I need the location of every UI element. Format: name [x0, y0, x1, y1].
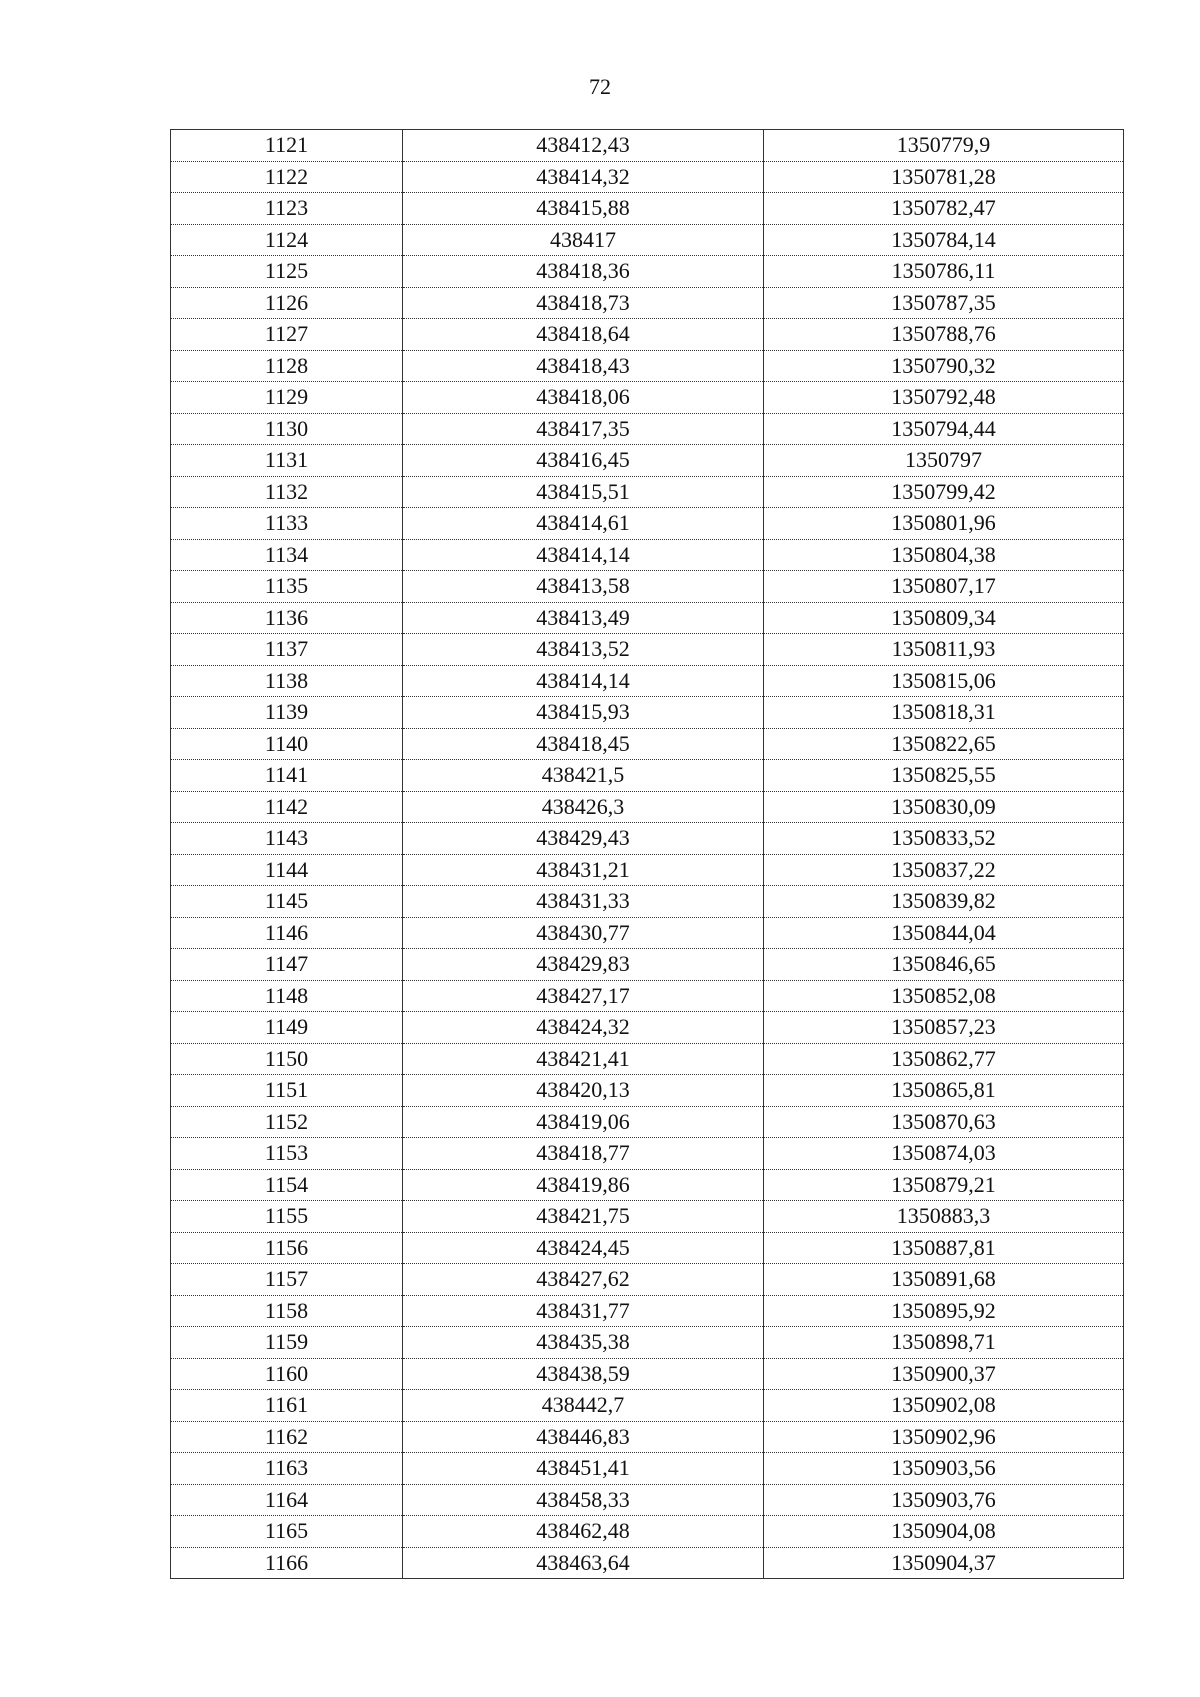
table-row [171, 823, 1124, 855]
table-row [171, 1547, 1124, 1579]
y-coordinate-cell: 1350895,92 [764, 1295, 1124, 1327]
y-coordinate-cell: 1350887,81 [764, 1232, 1124, 1264]
point-number-cell: 1149 [171, 1012, 403, 1044]
table-row [171, 413, 1124, 445]
point-number-cell: 1164 [171, 1484, 403, 1516]
x-coordinate-cell: 438418,36 [403, 256, 764, 288]
x-coordinate-cell: 438415,51 [403, 476, 764, 508]
point-number-cell: 1131 [171, 445, 403, 477]
y-coordinate-cell: 1350792,48 [764, 382, 1124, 414]
table-row [171, 319, 1124, 351]
table-row [171, 1043, 1124, 1075]
table-row [171, 949, 1124, 981]
table-row [171, 602, 1124, 634]
x-coordinate-cell: 438429,43 [403, 823, 764, 855]
point-number-cell: 1141 [171, 760, 403, 792]
point-number-cell: 1165 [171, 1516, 403, 1548]
y-coordinate-cell: 1350807,17 [764, 571, 1124, 603]
x-coordinate-cell: 438417 [403, 224, 764, 256]
x-coordinate-cell: 438427,62 [403, 1264, 764, 1296]
coordinates-table-body [171, 130, 1124, 1579]
x-coordinate-cell: 438421,75 [403, 1201, 764, 1233]
point-number-cell: 1151 [171, 1075, 403, 1107]
table-row [171, 1201, 1124, 1233]
x-coordinate-cell: 438442,7 [403, 1390, 764, 1422]
y-coordinate-cell: 1350804,38 [764, 539, 1124, 571]
x-coordinate-cell: 438414,14 [403, 539, 764, 571]
table-row [171, 445, 1124, 477]
table-row [171, 917, 1124, 949]
y-coordinate-cell: 1350788,76 [764, 319, 1124, 351]
table-row [171, 1232, 1124, 1264]
table-row [171, 287, 1124, 319]
x-coordinate-cell: 438413,58 [403, 571, 764, 603]
point-number-cell: 1145 [171, 886, 403, 918]
table-row [171, 1012, 1124, 1044]
x-coordinate-cell: 438451,41 [403, 1453, 764, 1485]
table-row [171, 1138, 1124, 1170]
y-coordinate-cell: 1350787,35 [764, 287, 1124, 319]
y-coordinate-cell: 1350794,44 [764, 413, 1124, 445]
point-number-cell: 1153 [171, 1138, 403, 1170]
x-coordinate-cell: 438431,77 [403, 1295, 764, 1327]
table-row [171, 350, 1124, 382]
table-row [171, 854, 1124, 886]
point-number-cell: 1159 [171, 1327, 403, 1359]
point-number-cell: 1154 [171, 1169, 403, 1201]
point-number-cell: 1134 [171, 539, 403, 571]
x-coordinate-cell: 438424,45 [403, 1232, 764, 1264]
table-row [171, 193, 1124, 225]
y-coordinate-cell: 1350904,37 [764, 1547, 1124, 1579]
table-row [171, 1106, 1124, 1138]
x-coordinate-cell: 438426,3 [403, 791, 764, 823]
y-coordinate-cell: 1350801,96 [764, 508, 1124, 540]
table-row [171, 382, 1124, 414]
x-coordinate-cell: 438415,93 [403, 697, 764, 729]
table-row [171, 1516, 1124, 1548]
table-row [171, 1075, 1124, 1107]
y-coordinate-cell: 1350874,03 [764, 1138, 1124, 1170]
x-coordinate-cell: 438421,41 [403, 1043, 764, 1075]
y-coordinate-cell: 1350797 [764, 445, 1124, 477]
point-number-cell: 1124 [171, 224, 403, 256]
x-coordinate-cell: 438413,52 [403, 634, 764, 666]
table-row [171, 980, 1124, 1012]
table-row [171, 539, 1124, 571]
point-number-cell: 1122 [171, 161, 403, 193]
y-coordinate-cell: 1350844,04 [764, 917, 1124, 949]
x-coordinate-cell: 438430,77 [403, 917, 764, 949]
x-coordinate-cell: 438421,5 [403, 760, 764, 792]
table-row [171, 508, 1124, 540]
y-coordinate-cell: 1350857,23 [764, 1012, 1124, 1044]
table-row [171, 1421, 1124, 1453]
y-coordinate-cell: 1350818,31 [764, 697, 1124, 729]
y-coordinate-cell: 1350904,08 [764, 1516, 1124, 1548]
y-coordinate-cell: 1350862,77 [764, 1043, 1124, 1075]
y-coordinate-cell: 1350815,06 [764, 665, 1124, 697]
point-number-cell: 1162 [171, 1421, 403, 1453]
x-coordinate-cell: 438415,88 [403, 193, 764, 225]
point-number-cell: 1133 [171, 508, 403, 540]
x-coordinate-cell: 438417,35 [403, 413, 764, 445]
point-number-cell: 1127 [171, 319, 403, 351]
table-row [171, 728, 1124, 760]
x-coordinate-cell: 438438,59 [403, 1358, 764, 1390]
y-coordinate-cell: 1350786,11 [764, 256, 1124, 288]
x-coordinate-cell: 438414,32 [403, 161, 764, 193]
x-coordinate-cell: 438413,49 [403, 602, 764, 634]
table-row [171, 161, 1124, 193]
x-coordinate-cell: 438446,83 [403, 1421, 764, 1453]
table-row [171, 1169, 1124, 1201]
x-coordinate-cell: 438419,06 [403, 1106, 764, 1138]
table-row [171, 1264, 1124, 1296]
x-coordinate-cell: 438418,45 [403, 728, 764, 760]
point-number-cell: 1139 [171, 697, 403, 729]
x-coordinate-cell: 438431,21 [403, 854, 764, 886]
point-number-cell: 1156 [171, 1232, 403, 1264]
y-coordinate-cell: 1350903,76 [764, 1484, 1124, 1516]
coordinates-table [170, 129, 1124, 1579]
y-coordinate-cell: 1350846,65 [764, 949, 1124, 981]
y-coordinate-cell: 1350883,3 [764, 1201, 1124, 1233]
table-row [171, 476, 1124, 508]
point-number-cell: 1135 [171, 571, 403, 603]
x-coordinate-cell: 438418,64 [403, 319, 764, 351]
x-coordinate-cell: 438427,17 [403, 980, 764, 1012]
table-row [171, 634, 1124, 666]
y-coordinate-cell: 1350779,9 [764, 130, 1124, 162]
y-coordinate-cell: 1350799,42 [764, 476, 1124, 508]
point-number-cell: 1158 [171, 1295, 403, 1327]
y-coordinate-cell: 1350811,93 [764, 634, 1124, 666]
point-number-cell: 1136 [171, 602, 403, 634]
y-coordinate-cell: 1350790,32 [764, 350, 1124, 382]
y-coordinate-cell: 1350781,28 [764, 161, 1124, 193]
y-coordinate-cell: 1350782,47 [764, 193, 1124, 225]
page-number: 72 [589, 74, 611, 99]
y-coordinate-cell: 1350903,56 [764, 1453, 1124, 1485]
y-coordinate-cell: 1350865,81 [764, 1075, 1124, 1107]
x-coordinate-cell: 438419,86 [403, 1169, 764, 1201]
table-row [171, 791, 1124, 823]
x-coordinate-cell: 438429,83 [403, 949, 764, 981]
point-number-cell: 1148 [171, 980, 403, 1012]
point-number-cell: 1157 [171, 1264, 403, 1296]
point-number-cell: 1132 [171, 476, 403, 508]
x-coordinate-cell: 438424,32 [403, 1012, 764, 1044]
x-coordinate-cell: 438463,64 [403, 1547, 764, 1579]
y-coordinate-cell: 1350833,52 [764, 823, 1124, 855]
table-row [171, 1390, 1124, 1422]
y-coordinate-cell: 1350837,22 [764, 854, 1124, 886]
y-coordinate-cell: 1350870,63 [764, 1106, 1124, 1138]
table-row [171, 697, 1124, 729]
table-row [171, 256, 1124, 288]
y-coordinate-cell: 1350879,21 [764, 1169, 1124, 1201]
y-coordinate-cell: 1350822,65 [764, 728, 1124, 760]
y-coordinate-cell: 1350852,08 [764, 980, 1124, 1012]
x-coordinate-cell: 438412,43 [403, 130, 764, 162]
x-coordinate-cell: 438414,14 [403, 665, 764, 697]
point-number-cell: 1123 [171, 193, 403, 225]
table-row [171, 1295, 1124, 1327]
y-coordinate-cell: 1350809,34 [764, 602, 1124, 634]
point-number-cell: 1150 [171, 1043, 403, 1075]
y-coordinate-cell: 1350902,08 [764, 1390, 1124, 1422]
y-coordinate-cell: 1350825,55 [764, 760, 1124, 792]
point-number-cell: 1143 [171, 823, 403, 855]
point-number-cell: 1142 [171, 791, 403, 823]
point-number-cell: 1129 [171, 382, 403, 414]
x-coordinate-cell: 438414,61 [403, 508, 764, 540]
x-coordinate-cell: 438431,33 [403, 886, 764, 918]
table-row [171, 665, 1124, 697]
point-number-cell: 1166 [171, 1547, 403, 1579]
point-number-cell: 1140 [171, 728, 403, 760]
y-coordinate-cell: 1350902,96 [764, 1421, 1124, 1453]
point-number-cell: 1125 [171, 256, 403, 288]
table-row [171, 571, 1124, 603]
x-coordinate-cell: 438418,43 [403, 350, 764, 382]
x-coordinate-cell: 438416,45 [403, 445, 764, 477]
x-coordinate-cell: 438418,77 [403, 1138, 764, 1170]
y-coordinate-cell: 1350830,09 [764, 791, 1124, 823]
table-row [171, 1358, 1124, 1390]
point-number-cell: 1144 [171, 854, 403, 886]
x-coordinate-cell: 438420,13 [403, 1075, 764, 1107]
y-coordinate-cell: 1350891,68 [764, 1264, 1124, 1296]
x-coordinate-cell: 438435,38 [403, 1327, 764, 1359]
x-coordinate-cell: 438418,06 [403, 382, 764, 414]
point-number-cell: 1161 [171, 1390, 403, 1422]
point-number-cell: 1121 [171, 130, 403, 162]
table-row [171, 1327, 1124, 1359]
point-number-cell: 1128 [171, 350, 403, 382]
x-coordinate-cell: 438462,48 [403, 1516, 764, 1548]
point-number-cell: 1137 [171, 634, 403, 666]
y-coordinate-cell: 1350784,14 [764, 224, 1124, 256]
table-row [171, 886, 1124, 918]
point-number-cell: 1130 [171, 413, 403, 445]
x-coordinate-cell: 438458,33 [403, 1484, 764, 1516]
point-number-cell: 1160 [171, 1358, 403, 1390]
y-coordinate-cell: 1350900,37 [764, 1358, 1124, 1390]
table-row [171, 1453, 1124, 1485]
y-coordinate-cell: 1350839,82 [764, 886, 1124, 918]
table-row [171, 130, 1124, 162]
x-coordinate-cell: 438418,73 [403, 287, 764, 319]
y-coordinate-cell: 1350898,71 [764, 1327, 1124, 1359]
point-number-cell: 1163 [171, 1453, 403, 1485]
point-number-cell: 1126 [171, 287, 403, 319]
table-row [171, 760, 1124, 792]
point-number-cell: 1155 [171, 1201, 403, 1233]
point-number-cell: 1138 [171, 665, 403, 697]
point-number-cell: 1152 [171, 1106, 403, 1138]
point-number-cell: 1146 [171, 917, 403, 949]
point-number-cell: 1147 [171, 949, 403, 981]
table-row [171, 224, 1124, 256]
table-row [171, 1484, 1124, 1516]
